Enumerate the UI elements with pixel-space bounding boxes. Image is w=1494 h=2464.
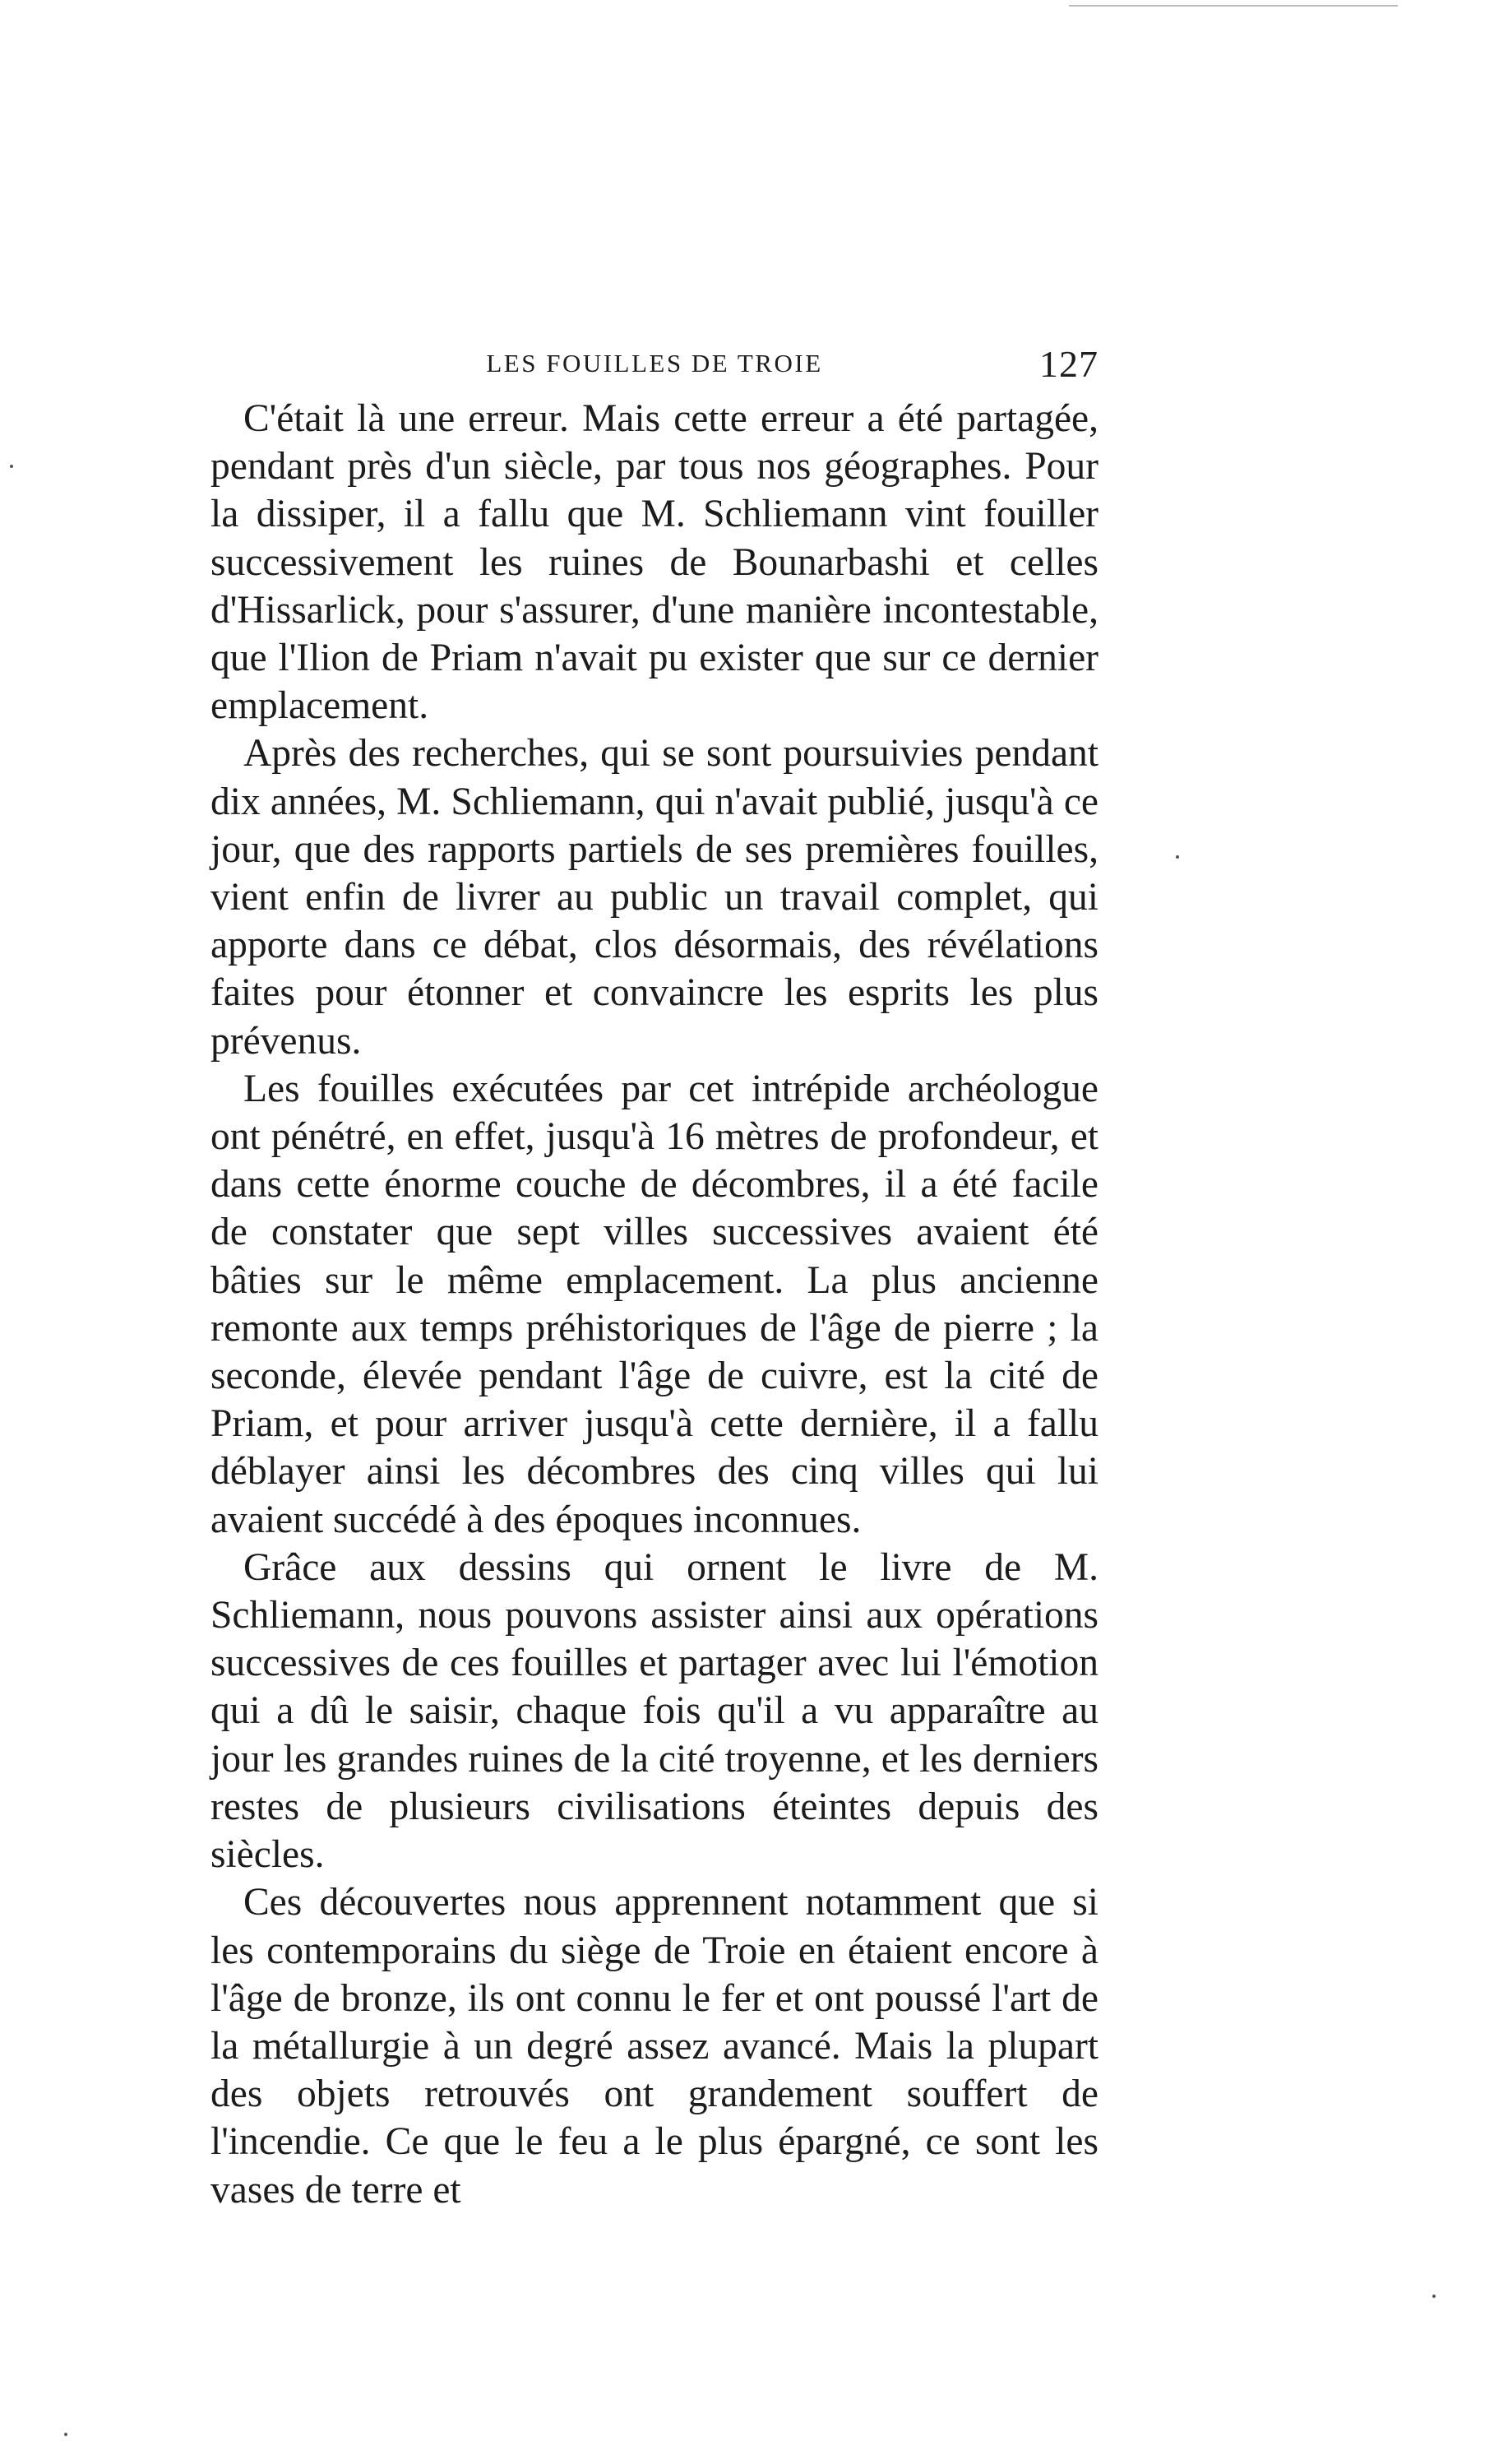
scan-speck bbox=[10, 465, 13, 468]
scan-edge-rule bbox=[1069, 5, 1398, 7]
body-text bbox=[210, 395, 1099, 2214]
running-header bbox=[210, 342, 1099, 391]
paragraph-3: Les fouilles exécutées par cet intrépide archéologue ont pénétré, en effet, jusqu'à 16 mètres de profondeur, et dans cette énorme couche de décombres, il a été facile de constater que sept villes successives avaient été bâties sur le même emplacement. La plus ancienne remonte aux temps préhistoriques de l'âge de pierre ; la seconde, élevée pendant l'âge de cuivre, est la cité de Priam, et pour arriver jusqu'à cette dernière, il a fallu déblayer ainsi les décombres des cinq villes qui lui avaient succédé à des époques inconnues. bbox=[210, 1067, 1099, 1541]
scan-speck bbox=[64, 2433, 67, 2436]
paragraph-4: Grâce aux dessins qui ornent le livre de M. Schliemann, nous pouvons assister ainsi aux opérations successives de ces fouilles et partager avec lui l'émotion qui a dû le saisir, chaque fois qu'il a vu apparaître au jour les grandes ruines de la cité troyenne, et les derniers restes de plusieurs civilisations éteintes depuis des siècles. bbox=[210, 1545, 1099, 1877]
running-title: LES FOUILLES DE TROIE bbox=[486, 349, 823, 377]
paragraph-2: Après des recherches, qui se sont poursuivies pendant dix années, M. Schliemann, qui n'avait publié, jusqu'à ce jour, que des rapports partiels de ses premières fouilles, vient enfin de livrer au public un travail complet, qui apporte dans ce débat, clos désormais, des révélations faites pour étonner et convaincre les esprits les plus prévenus. bbox=[210, 732, 1099, 1063]
page-number: 127 bbox=[1039, 343, 1099, 385]
paragraph-1: C'était là une erreur. Mais cette erreur a été partagée, pendant près d'un siècle, par tous nos géographes. Pour la dissiper, il a fallu que M. Schliemann vint fouiller successivement les ruines de Bounarbashi et celles d'Hissarlick, pour s'assurer, d'une manière incontestable, que l'Ilion de Priam n'avait pu exister que sur ce dernier emplacement. bbox=[210, 397, 1099, 728]
paragraph-5: Ces découvertes nous apprennent notamment que si les contemporains du siège de Troie en étaient encore à l'âge de bronze, ils ont connu le fer et ont poussé l'art de la métallurgie à un degré assez avancé. Mais la plupart des objets retrouvés ont grandement souffert de l'incendie. Ce que le feu a le plus épargné, ce sont les vases de terre et bbox=[210, 1881, 1099, 2212]
scan-speck bbox=[1176, 855, 1179, 859]
scan-speck bbox=[1432, 2295, 1436, 2298]
